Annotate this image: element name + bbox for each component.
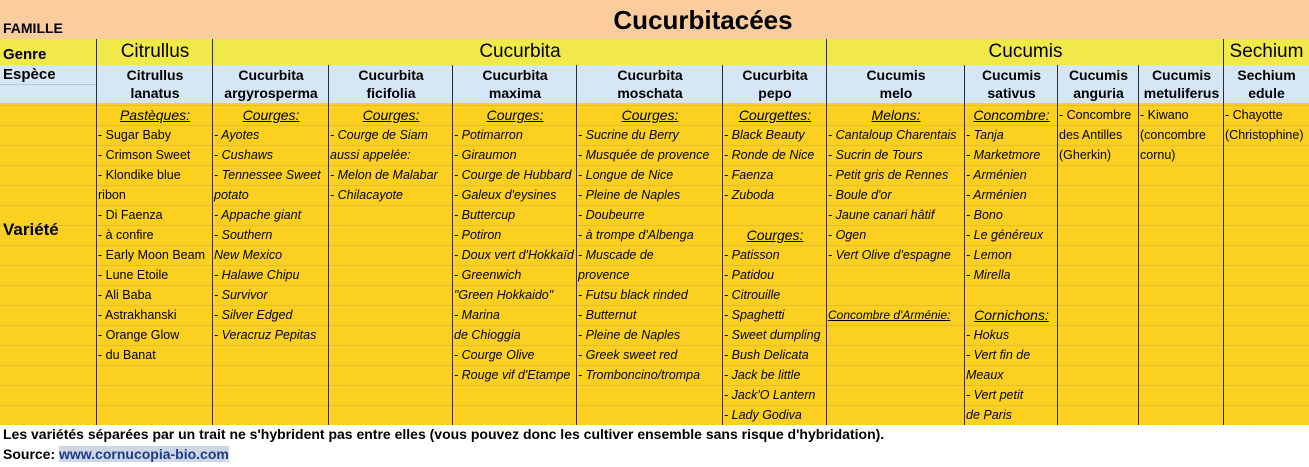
species-cell [1224,65,1309,103]
genre-label: Genre [0,39,97,65]
variety-item: - Crimson Sweet [98,148,191,162]
variety-group-heading: Pastèques: [119,107,191,123]
variety-item: - Sweet dumpling [724,328,821,342]
variety-item: - Patidou [724,268,775,282]
variety-item: - Musquée de provence [578,148,710,162]
variety-item: - Jack be little [724,368,801,382]
variety-item: - Chayotte [1225,108,1283,122]
species-genus: Sechium [1237,67,1296,83]
species-cell [329,65,453,103]
variety-item: - Rouge vif d'Etampe [454,368,571,382]
variety-column [724,105,826,425]
variety-item: - Cantaloup Charentais [828,128,957,142]
variety-item: - Lady Godiva [724,408,802,422]
species-cell [827,65,965,103]
variety-item: - Arménien [966,188,1027,202]
variety-item: des Antilles [1059,128,1123,142]
species-epithet: pepo [758,85,792,101]
variety-item: - Sugar Baby [98,128,171,142]
variety-item: "Green Hokkaido" [454,288,554,302]
species-epithet: moschata [617,85,683,101]
variety-item: de Paris [966,408,1012,422]
variety-item: - Black Beauty [724,128,805,142]
variety-item: - Muscade de [578,248,654,262]
column-line [722,65,723,425]
variety-group-heading: Courges: [746,227,804,243]
species-cell [97,65,213,103]
variety-item: - Vert Olive d'espagne [828,248,951,262]
variety-column [454,105,576,385]
species-genus: Cucumis [866,67,926,83]
column-line [96,39,97,425]
variety-column [98,105,212,365]
variety-item [828,285,964,305]
genre-sechium: Sechium [1224,39,1309,65]
species-genus: Cucurbita [742,67,808,83]
famille-label: FAMILLE [0,0,97,39]
variety-item: - Hokus [966,328,1010,342]
variety-item: - Cushaws [214,148,274,162]
variety-group-heading: Courges: [486,107,544,123]
genre-cucurbita: Cucurbita [213,39,827,65]
variety-item: - Ayotes [214,128,260,142]
variety-item: - Concombre [1059,108,1132,122]
species-epithet: melo [879,85,913,101]
hybridation-note: Les variétés séparées par un trait ne s'hybrident pas entre elles (vous pouvez donc les cultiver ensemble sans risque d'hybridation). [0,425,1309,445]
variety-item: - Giraumon [454,148,517,162]
page-title: Cucurbitacées [97,0,1309,39]
variety-item: - Arménien [966,168,1027,182]
variety-item: - Jack'O Lantern [724,388,816,402]
variety-item: - Courge Olive [454,348,535,362]
variety-item: (concombre [1140,128,1206,142]
column-line [212,39,213,425]
variety-item: - Courge de Hubbard [454,168,572,182]
variety-column [214,105,328,345]
variety-item: - Sucrin de Tours [828,148,923,162]
variety-item: - Early Moon Beam [98,248,205,262]
variety-item [966,285,1057,305]
species-genus: Cucumis [1151,67,1212,83]
variety-item: - Petit gris de Rennes [828,168,949,182]
variety-item: - Ogen [828,228,867,242]
variety-column [578,105,722,385]
variety-item: - Di Faenza [98,208,163,222]
column-line [1223,39,1224,425]
species-genus: Cucumis [1068,67,1129,83]
variety-item: - du Banat [98,348,156,362]
variety-item: - Butternut [578,308,637,322]
source-label: Source: [3,446,60,462]
variety-item: - Chilacayote [330,188,403,202]
variety-item: - Boule d'or [828,188,892,202]
row-line [0,405,1309,406]
variety-item: - Tromboncino/trompa [578,368,701,382]
variety-item: - Veracruz Pepitas [214,328,317,342]
genre-cucumis: Cucumis [827,39,1224,65]
variety-column [966,105,1057,425]
variety-item: - Spaghetti [724,308,785,322]
variety-item: - Zuboda [724,188,775,202]
variety-group-heading: Cornichons: [974,307,1049,323]
variety-column [828,105,964,325]
variety-item: - à confire [98,228,154,242]
variety-item: provence [578,268,630,282]
variety-item: - Klondike blue [98,168,181,182]
variety-item: - Longue de Nice [578,168,674,182]
species-epithet: anguria [1073,85,1124,101]
variety-item: - Faenza [724,168,774,182]
variety-item: - Buttercup [454,208,516,222]
variety-item: - Tennessee Sweet [214,168,321,182]
variete-label: Variété [3,220,59,239]
species-epithet: maxima [488,85,542,101]
species-cell [1058,65,1139,103]
species-cell [577,65,723,103]
variety-item: - Southern [214,228,273,242]
species-cell [453,65,577,103]
variety-group-heading: Courgettes: [738,107,812,123]
variety-item: ribon [98,188,126,202]
species-epithet: edule [1248,85,1285,101]
variety-item: - Marina [454,308,500,322]
column-line [1138,65,1139,425]
variety-item: - Doubeurre [578,208,645,222]
row-line [0,385,1309,386]
source-line [0,445,1309,467]
variety-item: - Pleine de Naples [578,328,681,342]
variety-item: - Jaune canari hâtif [828,208,935,222]
variety-item: - Bono [966,208,1003,222]
species-genus: Cucurbita [482,67,548,83]
column-line [1057,65,1058,425]
species-genus: Cucurbita [358,67,424,83]
variety-group-heading: Courges: [621,107,679,123]
variety-item: - Melon de Malabar [330,168,438,182]
column-line [826,39,827,425]
column-line [328,65,329,425]
variety-column [1225,105,1308,145]
variety-item: - Halawe Chipu [214,268,300,282]
source-link[interactable]: www.cornucopia-bio.com [59,446,229,462]
variety-item: - Pleine de Naples [578,188,681,202]
variety-item: potato [214,188,249,202]
variety-item: - Galeux d'eysines [454,188,557,202]
species-genus: Cucumis [981,67,1042,83]
variety-item: - Le généreux [966,228,1044,242]
variety-item: - Sucrine du Berry [578,128,679,142]
column-line [964,65,965,425]
variety-item: - Tanja [966,128,1004,142]
genre-citrullus: Citrullus [97,39,213,65]
variety-column [330,105,452,205]
variety-item: - Patisson [724,248,780,262]
variety-item: (Christophine) [1225,128,1304,142]
variety-item: - Appache giant [214,208,302,222]
column-line [452,65,453,425]
variety-item [828,265,964,285]
variety-item: - Ali Baba [98,288,152,302]
variety-item [724,205,826,225]
variety-item: Concombre d'Arménie: [828,308,951,322]
variety-column [1140,105,1223,165]
variety-item: - Ronde de Nice [724,148,815,162]
variety-item: - Lune Etoile [98,268,169,282]
variety-item: aussi appelée: [330,148,411,162]
variety-item: - Vert petit [966,388,1024,402]
variety-item: - Greenwich [454,268,522,282]
variety-item: - Doux vert d'Hokkaïd [454,248,574,262]
variety-item: cornu) [1140,148,1176,162]
variety-item: - Potimarron [454,128,523,142]
variety-item: - Futsu black rinded [578,288,688,302]
variety-group-heading: Courges: [362,107,420,123]
variety-item: - Courge de Siam [330,128,428,142]
variety-item: - Astrakhanski [98,308,177,322]
variety-item: - Vert fin de [966,348,1031,362]
variety-item: - Citrouille [724,288,781,302]
species-epithet: argyrosperma [224,85,318,101]
variety-item: Meaux [966,368,1004,382]
variety-item: - Kiwano [1140,108,1189,122]
variety-item: - Greek sweet red [578,348,678,362]
species-genus: Cucurbita [617,67,683,83]
variety-group-heading: Concombre: [973,107,1050,123]
variety-item: - Potiron [454,228,502,242]
variety-item: - Survivor [214,288,268,302]
variety-item: - Bush Delicata [724,348,809,362]
variety-column [1059,105,1138,165]
species-cell [1139,65,1224,103]
species-cell [723,65,827,103]
column-line [576,65,577,425]
species-cell [213,65,329,103]
species-epithet: sativus [987,85,1036,101]
species-epithet: metuliferus [1143,85,1220,101]
variety-item: de Chioggia [454,328,521,342]
variety-group-heading: Courges: [242,107,300,123]
variety-item: - à trompe d'Albenga [578,228,694,242]
espece-label: Espèce [0,65,97,103]
variety-item: (Gherkin) [1059,148,1112,162]
variety-item: - Lemon [966,248,1012,262]
variety-item: - Orange Glow [98,328,180,342]
variety-item: - Mirella [966,268,1011,282]
variety-item: - Marketmore [966,148,1041,162]
variety-item: New Mexico [214,248,283,262]
species-genus: Citrullus [126,67,184,83]
species-genus: Cucurbita [238,67,304,83]
species-epithet: lanatus [130,85,180,101]
species-cell [965,65,1058,103]
species-epithet: ficifolia [366,85,416,101]
variety-group-heading: Melons: [871,107,921,123]
variety-item: - Silver Edged [214,308,293,322]
